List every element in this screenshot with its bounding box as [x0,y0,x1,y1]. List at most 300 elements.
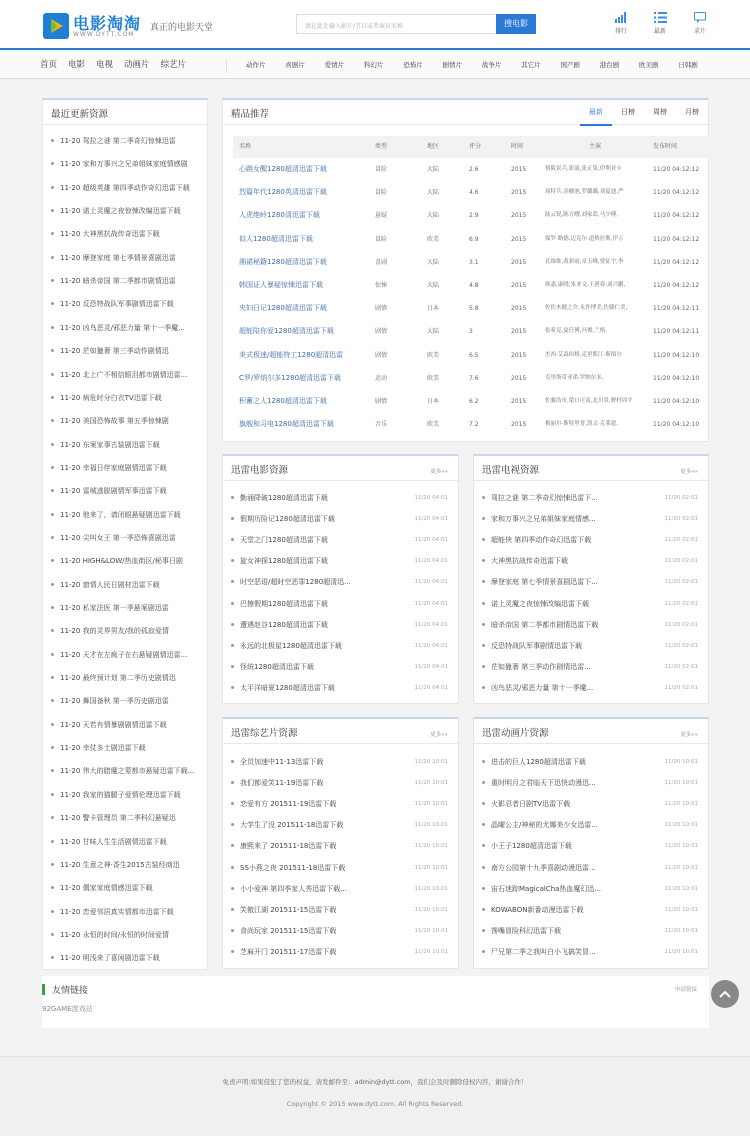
table-cell: 剧情 [375,328,388,336]
table-cell: 4.8 [469,282,479,289]
bullet-icon [51,186,54,189]
list-item[interactable] [43,902,207,922]
list-item[interactable] [43,598,207,618]
list-item[interactable] [43,154,207,174]
table-cell: 陆云锐,陈方曙,刘家葛,马少傅, [545,212,618,219]
list-item[interactable] [223,942,458,962]
list-item[interactable] [43,458,207,478]
bullet-icon [231,580,234,583]
nav-item[interactable]: 动画片 [124,60,150,70]
bullet-icon [51,419,54,422]
list-item-text: 11-20 雷城逃脱剧情军事迅雷下载 [60,487,167,496]
nav-item[interactable]: 电影 [68,60,86,70]
list-item-text: 我们都爱笑11-19迅雷下载 [240,779,324,788]
list-item[interactable] [43,411,207,431]
list-item-text: 11-20 驾拉之谜 第二季奇幻惊悚迅雷 [60,137,176,145]
list-item[interactable] [43,621,207,641]
list-item-date: 11/20 02:01 [664,579,698,586]
list-item[interactable] [43,388,207,408]
list-item[interactable] [43,365,207,385]
bullet-icon [51,279,54,282]
list-item[interactable] [474,488,708,508]
movie-title-link[interactable]: 似人1280超清迅雷下载 [239,234,313,243]
list-item-date: 11/20 04:01 [414,684,448,691]
list-item-text: 摩登家庭 第七季情景喜剧迅雷下... [491,578,598,587]
list-item-text: 11-20 最终预计划 第二季历史剧情迅 [60,674,176,683]
list-item[interactable] [223,551,458,571]
bullet-icon [482,908,485,911]
latest-link[interactable] [645,12,675,35]
list-item-text: 火影忍者日剧TV迅雷下载 [491,800,571,809]
list-item-date: 11/20 02:01 [664,663,698,670]
list-item-date: 11/20 02:01 [664,558,698,565]
list-item[interactable] [474,815,708,835]
table-header [233,136,750,158]
list-item[interactable] [43,738,207,758]
list-item[interactable] [223,594,458,614]
divider [223,480,458,481]
list-item-text: 笑傲江湖 201511-15迅雷下载 [240,905,337,914]
list-item-text: 永远的北极星1280超清迅雷下载 [240,641,342,650]
list-item[interactable] [43,925,207,945]
tab-2[interactable]: 周榜 [653,108,667,116]
table-cell: 冒险 [375,235,388,243]
nav-divider [226,59,227,73]
list-item[interactable] [43,224,207,244]
list-item-text: 11-20 伟大的腊魔之蒙都市悬疑迅雷下载... [60,767,195,776]
list-item[interactable] [474,858,708,878]
table-cell: 2015 [511,421,527,429]
list-item[interactable] [223,794,458,814]
bullet-icon [482,844,485,847]
list-item-text: 重时明月之君临天下迅快动漫迅... [491,779,596,788]
bullet-icon [51,256,54,259]
list-item[interactable] [474,752,708,772]
list-item-text: 怪统1280超清迅雷下载 [240,662,314,671]
nav-item[interactable]: 电视 [96,60,114,70]
nav-genre-item[interactable]: 喜剧片 [285,61,305,69]
table-row[interactable] [233,158,750,181]
list-item[interactable] [474,636,708,656]
list-item[interactable] [223,858,458,878]
list-item[interactable] [474,657,708,677]
table-cell: 2015 [511,351,527,359]
list-item-date: 11/20 10:01 [664,885,698,892]
list-item[interactable] [223,752,458,772]
ranking-link[interactable] [606,12,636,35]
tab-3[interactable]: 月榜 [685,108,699,116]
list-item[interactable] [223,488,458,508]
table-cell: 7.2 [469,421,479,429]
list-item-date: 11/20 02:01 [664,642,698,649]
nav-item[interactable]: 综艺片 [160,60,187,70]
movie-title-link[interactable]: 湘裙秘籍1280超清迅雷下载 [239,257,327,266]
list-item-text: 茫如獵奢 第三季动作剧情迅雷... [491,662,591,671]
table-row[interactable] [233,204,750,227]
list-item[interactable] [43,645,207,665]
table-cell: 2015 [511,374,527,382]
bullet-icon [482,802,485,805]
nav-genre-item[interactable]: 其它片 [521,61,541,69]
movie-title-link[interactable]: 心跳女醒1280超清迅雷下载 [239,165,327,173]
list-item-text: 大神黑抗战传奇迅雷下载 [491,557,568,566]
bullet-icon [231,644,234,647]
column-header: 名称 [239,143,252,150]
table-cell: 保罗·路德,迈克尔·道格拉斯,伊万 [545,235,624,242]
friend-link[interactable]: 92GAME游戏站 [42,1005,93,1013]
list-item[interactable] [43,131,207,151]
nav-genre-item[interactable]: 爱情片 [324,61,345,69]
table-row[interactable] [233,390,750,413]
bullet-icon [51,489,54,492]
bullet-icon [231,844,234,847]
list-item-text: 11-20 警卡管理员 第二季科幻悬疑迅 [60,814,176,823]
list-item-text: 11-20 尖叫女王 第一季恐怖喜剧迅雷 [60,533,176,542]
list-item-text: 11-20 东案家事古装剧迅雷下载 [60,440,160,449]
table-cell: 2015 [511,398,527,405]
nav-genre-item[interactable]: 战争片 [481,61,502,69]
list-item-text: 11-20 天若有情暴剧剧情迅雷下载 [60,720,167,729]
list-item-text: 11-20 他来了，请闭眼悬疑剧迅雷下载 [60,510,181,519]
list-item-text: 超能侠 第四季动作奇幻迅雷下载 [491,536,592,545]
ranking-label: 排行 [614,28,627,35]
apply-link-button[interactable]: 申请链接 [674,987,697,993]
table-cell: 音乐 [375,421,388,429]
list-item[interactable] [223,836,458,856]
movie-title-link[interactable]: 积蓄之人1280超清迅雷下载 [239,397,327,405]
nav-genre-item[interactable]: 动作片 [246,61,266,69]
list-item[interactable] [223,879,458,899]
list-item-date: 11/20 02:01 [664,684,698,691]
bullet-icon [51,629,54,632]
list-item[interactable] [223,921,458,941]
divider [223,743,458,744]
list-item-text: 11-20 甘味人生生活剧情迅雷下载 [60,837,167,846]
list-item[interactable] [223,773,458,793]
table-cell: 梅丽尔·斯特里普,凯文·克莱恩, [545,421,618,428]
list-item-date: 11/20 04:01 [414,537,448,544]
list-item-text: 11-20 私家法医 第一季悬案剧迅雷 [60,604,169,612]
bullet-icon [51,816,54,819]
nav-genre-item[interactable]: 港台剧 [599,61,620,69]
list-item[interactable] [474,615,708,635]
nav-item[interactable]: 首页 [40,60,58,70]
list-item[interactable] [43,575,207,595]
list-item-date: 11/20 04:01 [414,516,448,523]
tab-1[interactable]: 日榜 [621,108,635,116]
bullet-icon [482,866,485,869]
list-item-date: 11/20 10:01 [414,780,448,787]
list-item[interactable] [474,942,708,962]
list-item-text: 小小爱神 第四季家人秀迅雷下载... [240,884,347,893]
tab-0[interactable]: 最新 [580,100,612,126]
table-cell: 2.9 [469,212,479,220]
list-item[interactable] [43,551,207,571]
variety-more-link[interactable]: 更多»» [430,732,448,738]
list-item-text: 暗杀帝国 第二季都市剧情迅雷下载 [491,620,599,629]
table-row[interactable] [233,181,750,204]
list-item[interactable] [43,948,207,968]
bullet-icon [51,886,54,889]
list-item[interactable] [474,530,708,550]
bullet-icon [231,623,234,626]
table-row[interactable] [233,274,750,297]
list-item[interactable] [223,636,458,656]
search-button[interactable]: 搜电影 [496,14,536,34]
list-item-text: 食尚玩家 201511-15迅雷下载 [240,926,337,935]
bullet-icon [51,232,54,235]
list-item[interactable] [474,572,708,592]
friend-links-title: 友情链接 [52,986,89,996]
list-item-text: 11-20 幸福日伴家庭剧情迅雷下载 [60,463,167,472]
list-item-date: 11/20 10:01 [664,843,698,850]
list-item[interactable] [223,815,458,835]
bullet-icon [231,781,234,784]
table-cell: 大陆 [427,166,440,173]
list-item[interactable] [43,271,207,291]
play-logo-icon [43,13,69,39]
list-item-text: 南方公园第十九季喜剧动漫迅雷... [491,863,596,872]
list-item-date: 11/20 04:01 [414,642,448,649]
tv-title: 迅雷电视资源 [482,465,540,476]
table-cell: 佐佐木健之介,永作博美,佐藤仁美, [545,305,628,312]
list-item[interactable] [43,808,207,828]
list-item-date: 11/20 10:01 [414,822,448,829]
table-cell: 周特兵,金榆池,罗璐璐,刘夏迪,严 [545,189,624,196]
list-item[interactable] [474,900,708,920]
list-item[interactable] [43,878,207,898]
movie-title-link[interactable]: 韩国证人暴疑惊悚迅雷下载 [239,281,323,289]
bullet-icon [482,538,485,541]
bullet-icon [51,769,54,772]
movie-more-link[interactable]: 更多»» [430,469,448,475]
bullet-icon [231,823,234,826]
nav-genre-item[interactable]: 欧美剧 [638,61,659,69]
list-item[interactable] [43,248,207,268]
list-item-text: 11-20 摩登家庭 第七季情景喜剧迅雷 [60,253,176,262]
table-cell: 悬疑 [375,212,388,220]
list-item[interactable] [223,900,458,920]
list-item-text: 11-20 天才在左疯子在右悬疑剧情迅雷... [60,650,188,659]
list-item[interactable] [474,678,708,698]
list-item-text: 11-20 超级英雄 第四季动作奇幻迅雷下载 [60,183,190,192]
list-item[interactable] [223,530,458,550]
list-item[interactable] [223,572,458,592]
list-item[interactable] [43,318,207,338]
bullet-icon [482,602,485,605]
list-item[interactable] [223,678,458,698]
list-item[interactable] [43,528,207,548]
list-item-text: 11-20 舞国备秋 第一季历史剧迅雷 [60,697,169,706]
table-row[interactable] [233,413,750,436]
tv-more-link[interactable]: 更多»» [680,469,698,475]
bullet-icon [51,653,54,656]
list-item-date: 11/20 04:01 [414,663,448,670]
list-item[interactable] [43,481,207,501]
table-cell: 6.2 [469,398,479,405]
nav-genre-item[interactable]: 科幻片 [363,61,384,69]
movie-title-link[interactable]: 烈篇年代1280英清迅雷下载 [239,188,327,197]
bullet-icon [51,443,54,446]
list-item-text: 尸兄第二季之我叫白小飞搞笑冒... [491,947,596,956]
anime-panel [473,717,709,969]
list-item-text: 11-20 明浅来了喜闲剧迅雷下载 [60,954,160,963]
site-header [0,0,750,50]
table-cell: 2015 [511,305,527,313]
list-item-date: 11/20 02:01 [664,600,698,607]
list-item[interactable] [474,551,708,571]
back-to-top-button[interactable] [711,980,739,1008]
list-item-date: 11/20 10:01 [414,927,448,934]
search-input[interactable]: 请在此处输入影片/节目或者演员名称 [296,14,496,34]
list-item[interactable] [474,879,708,899]
bullet-icon [482,887,485,890]
list-item-date: 11/20 10:01 [664,759,698,765]
request-link[interactable] [685,12,715,35]
list-item[interactable] [43,855,207,875]
table-row[interactable] [233,367,750,390]
table-cell: 11/20 04:12:12 [653,189,700,197]
movie-title-link[interactable]: 旗舰和习电1280超清迅雷下载 [239,420,334,429]
list-item-date: 11/20 10:01 [664,864,698,871]
anime-more-link[interactable]: 更多»» [680,732,698,738]
table-cell: 剧情 [375,305,388,313]
list-item[interactable] [43,785,207,805]
nav-genre-item[interactable]: 恐怖片 [403,61,423,69]
table-cell: 冒险 [375,189,388,197]
nav-genre-item[interactable]: 国产剧 [560,61,580,69]
list-item-date: 11/20 02:01 [664,537,698,544]
anime-title: 迅雷动画片资源 [482,728,549,739]
list-item[interactable] [43,691,207,711]
table-cell: 运动 [375,374,388,382]
table-cell: 11/20 04:12:10 [653,351,700,359]
list-item[interactable] [43,178,207,198]
table-cell: 6.5 [469,351,479,359]
list-item-text: 11-20 凶鸟恶灵/邪恶力量 第十一季魔... [60,323,185,332]
table-cell: 佐藤浩市,榮口可南,北川景,野村周平 [545,398,633,404]
list-item-date: 11/20 10:01 [664,801,698,808]
table-cell: 剧情 [375,351,388,359]
bullet-icon [51,933,54,936]
recent-updates-panel [42,98,208,970]
list-item[interactable] [43,832,207,852]
bullet-icon [231,665,234,668]
table-cell: 日本 [427,398,440,405]
list-item[interactable] [43,201,207,221]
list-item-date: 11/20 10:01 [414,948,448,955]
table-row[interactable] [233,251,750,274]
bullet-icon [482,665,485,668]
table-row[interactable] [233,228,750,251]
list-item-date: 11/20 10:01 [414,906,448,913]
list-item[interactable] [43,761,207,781]
request-label: 求片 [693,28,706,35]
table-cell: 杰西·艾森伯格,克里斯汀·斯图尔 [545,351,622,358]
list-item-text: 晶曜公主/神秘的尤娜美少女迅雷... [491,821,599,830]
bullet-icon [51,349,54,352]
list-item-text: 假期历险记1280超清迅雷下载 [240,515,335,524]
list-item[interactable] [43,341,207,361]
bullet-icon [482,496,485,499]
list-item-text: 反恐特战队军事剧情迅雷下载 [491,641,582,650]
list-item-date: 11/20 10:01 [664,927,698,934]
table-cell: 11/20 04:12:11 [653,305,700,313]
list-item[interactable] [474,836,708,856]
column-header: 发布时间 [653,143,678,150]
list-item-date: 11/20 04:01 [414,600,448,607]
list-item-text: 旋女神探1280超清迅雷下载 [240,557,328,566]
list-item[interactable] [43,668,207,688]
table-cell: 欧美 [427,235,440,243]
list-item-text: 11-20 诺上灵魔之夜惊悚改编迅雷下载 [60,207,181,216]
movie-title-link[interactable]: 超能陪你爱1280超清迅雷下载 [239,327,334,336]
list-item-text: 遭遇赵谷1280超清迅雷下载 [240,620,328,629]
bullet-icon [482,686,485,689]
message-icon [685,12,715,26]
column-header: 地区 [427,143,440,150]
list-item-date: 11/20 10:01 [414,885,448,892]
featured-title: 精品推荐 [231,109,270,120]
table-row[interactable] [233,297,750,320]
list-item-text: 11-20 美国恐怖故事 第五季惊悚剧 [60,417,169,426]
list-item-date: 11/20 04:01 [414,621,448,628]
table-cell: 11/20 04:12:12 [653,282,700,289]
bullet-icon [482,823,485,826]
list-item[interactable] [43,435,207,455]
list-item-text: 诺上灵魔之夜惊悚改编迅雷下载 [491,599,589,608]
table-row[interactable] [233,320,750,343]
list-item[interactable] [474,773,708,793]
table-cell: 11/20 04:12:12 [653,258,700,266]
nav-genre-item[interactable]: 剧情片 [442,61,462,69]
tv-panel [473,454,709,704]
movie-title-link[interactable]: 人虎绝岭1280清迅雷下载 [239,211,320,220]
table-row[interactable] [233,344,750,367]
site-logo[interactable] [43,11,143,41]
bullet-icon [51,606,54,609]
list-item[interactable] [223,509,458,529]
movie-title-link[interactable]: C罗/罗纳尔多1280超清迅雷下载 [239,373,342,382]
movie-title-link[interactable]: 夹妇日记1280超清迅雷下载 [239,304,327,313]
list-icon [645,12,675,26]
list-item[interactable] [43,294,207,314]
movie-title-link[interactable]: 美式极速/超能特工1280超清迅雷 [239,350,344,359]
list-item[interactable] [474,794,708,814]
list-item[interactable] [43,715,207,735]
list-item[interactable] [474,921,708,941]
bullet-icon [231,802,234,805]
variety-title: 迅雷综艺片资源 [231,728,298,739]
nav-genre-item[interactable]: 日韩剧 [678,61,698,69]
table-cell: 2015 [511,328,527,336]
bullet-icon [51,863,54,866]
list-item[interactable] [474,594,708,614]
list-item-text: 11-20 家和万事兴之兄弟姐妹家庭情感剧 [60,160,188,169]
list-item[interactable] [474,509,708,529]
list-item-text: 凶鸟恶灵/邪恶力量 第十一季魔... [491,683,594,692]
list-item-text: 11-20 永恒的时间/永恒的时间爱情 [60,930,169,939]
divider [474,480,708,481]
copyright-text: Copyright © 2015 www.dytt.com. All Rights Reserved. [286,1100,464,1108]
bullet-icon [482,517,485,520]
list-item-text: 11-20 暗杀帝国 第二季都市剧情迅雷 [60,277,176,286]
list-item[interactable] [43,505,207,525]
list-item[interactable] [223,657,458,677]
table-cell: 大陆 [427,328,440,336]
table-cell: 2015 [511,282,527,289]
list-item[interactable] [223,615,458,635]
